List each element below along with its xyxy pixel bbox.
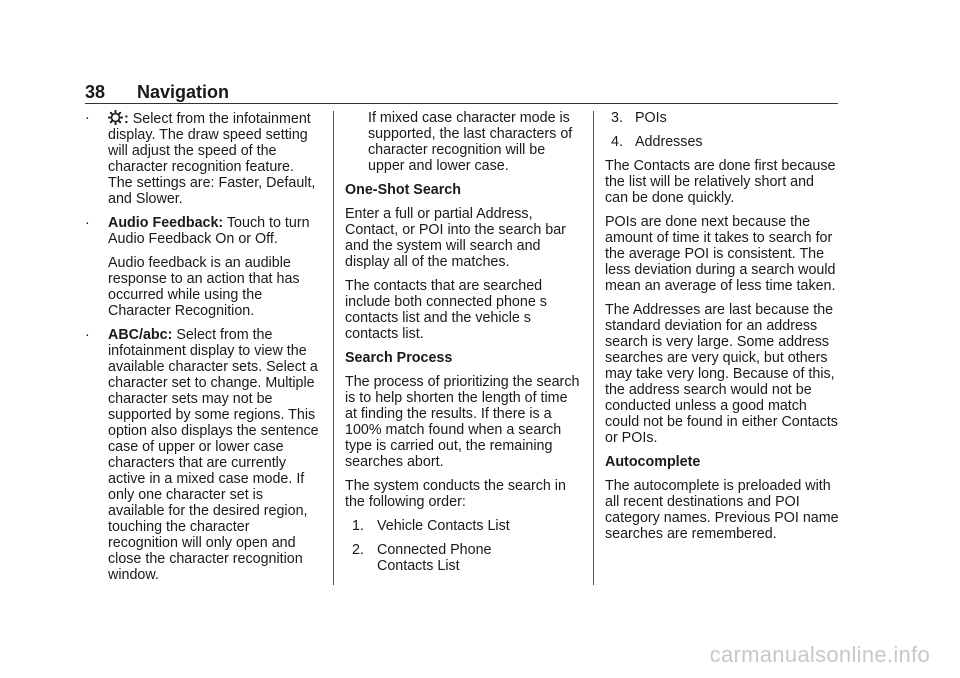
column-3 xyxy=(605,110,840,550)
heading-autocomplete: Autocomplete xyxy=(605,454,701,470)
bullet-marker: · xyxy=(85,215,90,231)
paragraph: The autocomplete is preloaded with all recent destinations and POI category names. Previous POI name searches are remembered. xyxy=(605,478,839,542)
bullet-marker: · xyxy=(85,327,90,343)
bullet-draw-speed xyxy=(85,110,320,207)
paragraph: The Addresses are last because the standard deviation for an address search is very large. Some address searches are very quick, but others may take very long. Because of this, the address search would not be conducted unless a good match could not be found in either Contacts or POIs. xyxy=(605,302,838,446)
bullet-paragraph: Audio feedback is an audible response to an action that has occurred while using the Character Recognition. xyxy=(108,255,300,319)
list-item: 2. Connected Phone Contacts List xyxy=(352,542,492,574)
list-item: 1. Vehicle Contacts List xyxy=(352,518,510,534)
watermark: carmanualsonline.info xyxy=(709,642,930,667)
column-divider-left xyxy=(333,111,334,585)
column-divider-right xyxy=(593,111,594,585)
page-number: 38 xyxy=(85,82,106,102)
bullet-abc xyxy=(85,327,320,583)
header-rule xyxy=(85,103,838,104)
paragraph: The system conducts the search in the following order: xyxy=(345,478,566,510)
paragraph: POIs are done next because the amount of time it takes to search for the average POI is consistent. The less deviation during a search would mean an average of less time taken. xyxy=(605,214,836,294)
bullet-label: ABC/abc: xyxy=(108,327,173,343)
list-item: 4. Addresses xyxy=(611,134,703,150)
bullet-text: Select from the infotainment display. The draw speed setting will adjust the speed of the character recognition feature. The settings are: Faster, Default, and Slower. xyxy=(108,111,316,207)
paragraph: The process of prioritizing the search is to help shorten the length of time at finding the results. If there is a 100% match found when a search type is carried out, the remaining searches abort. xyxy=(345,374,580,470)
bullet-text: Touch to turn Audio Feedback On or Off. xyxy=(108,215,310,247)
heading-one-shot-search: One-Shot Search xyxy=(345,182,461,198)
section-title: Navigation xyxy=(137,82,230,102)
bullet-marker: · xyxy=(85,110,90,126)
paragraph: Enter a full or partial Address, Contact, or POI into the search bar and the system will search and display all of the matches. xyxy=(345,206,566,270)
bullet-text: Select from the infotainment display to view the available character sets. Select a character set to change. Multiple character sets may not be supported by some regions. This option also displays the sentence case of upper or lower case characters that are currently active in a mixed case mode. If only one character set is available for the desired region, touching the character recognition will only open and close the character recognition window. xyxy=(108,327,319,583)
list-item: 3. POIs xyxy=(611,110,667,126)
column-2 xyxy=(345,110,580,582)
bullet-audio-feedback xyxy=(85,215,320,319)
paragraph: The Contacts are done first because the list will be relatively short and can be done quickly. xyxy=(605,158,836,206)
bullet-label: : xyxy=(124,111,129,127)
paragraph: The contacts that are searched include both connected phone s contacts list and the vehicle s contacts list. xyxy=(345,278,547,342)
draw-speed-icon xyxy=(108,110,123,125)
heading-search-process: Search Process xyxy=(345,350,453,366)
column-1 xyxy=(85,110,320,591)
continued-paragraph: If mixed case character mode is supported, the last characters of character recognition will be upper and lower case. xyxy=(368,110,573,174)
bullet-label: Audio Feedback: xyxy=(108,215,224,231)
